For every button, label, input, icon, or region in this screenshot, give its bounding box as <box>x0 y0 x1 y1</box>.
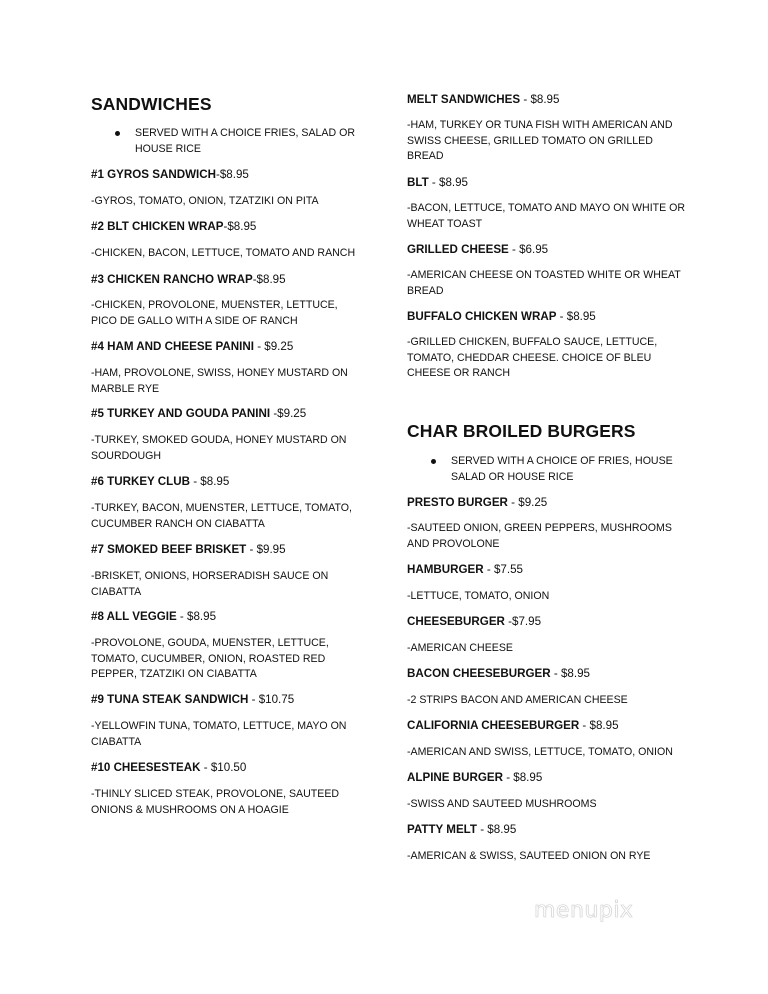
section-note-burgers: SERVED WITH A CHOICE OF FRIES, HOUSE SALAD OR HOUSE RICE <box>451 454 681 485</box>
menu-item-title: PATTY MELT - $8.95 <box>407 823 517 836</box>
menu-item-description: -CHICKEN, BACON, LETTUCE, TOMATO AND RANCH <box>91 247 356 259</box>
menu-item-description: -GYROS, TOMATO, ONION, TZATZIKI ON PITA <box>91 195 319 207</box>
menu-item-title: BLT - $8.95 <box>407 176 469 189</box>
menu-item-title: GRILLED CHEESE - $6.95 <box>407 243 549 256</box>
menu-item-description: -AMERICAN CHEESE <box>407 642 513 654</box>
menu-item-title: CHEESEBURGER -$7.95 <box>407 615 542 628</box>
menu-item-title: BACON CHEESEBURGER - $8.95 <box>407 667 590 680</box>
menu-item-description: -AMERICAN AND SWISS, LETTUCE, TOMATO, ONION <box>407 746 673 758</box>
menu-item-description: -YELLOWFIN TUNA, TOMATO, LETTUCE, MAYO ON CIABATTA <box>91 720 347 748</box>
menu-item-title: #3 CHICKEN RANCHO WRAP-$8.95 <box>91 273 286 286</box>
menu-item-title: ALPINE BURGER - $8.95 <box>407 771 543 784</box>
menu-item-description: -SWISS AND SAUTEED MUSHROOMS <box>407 798 597 810</box>
menu-item-title: CALIFORNIA CHEESEBURGER - $8.95 <box>407 719 619 732</box>
menu-item-description: -BACON, LETTUCE, TOMATO AND MAYO ON WHITE OR WHEAT TOAST <box>407 202 686 230</box>
menu-item-description: -CHICKEN, PROVOLONE, MUENSTER, LETTUCE, PICO DE GALLO WITH A SIDE OF RANCH <box>91 299 338 327</box>
menupix-watermark: menupix <box>534 898 634 923</box>
menu-item-description: -TURKEY, BACON, MUENSTER, LETTUCE, TOMATO, CUCUMBER RANCH ON CIABATTA <box>91 502 352 530</box>
menu-item-description: -HAM, PROVOLONE, SWISS, HONEY MUSTARD ON MARBLE RYE <box>91 367 348 395</box>
menu-item-title: PRESTO BURGER - $9.25 <box>407 496 548 509</box>
menu-item-description: -PROVOLONE, GOUDA, MUENSTER, LETTUCE, TOMATO, CUCUMBER, ONION, ROASTED RED PEPPER, TZATZIKI ON CIABATTA <box>91 637 329 680</box>
menu-item-description: -SAUTEED ONION, GREEN PEPPERS, MUSHROOMS AND PROVOLONE <box>407 522 672 550</box>
menu-item-title: #2 BLT CHICKEN WRAP-$8.95 <box>91 220 257 233</box>
menu-item-description: -TURKEY, SMOKED GOUDA, HONEY MUSTARD ON SOURDOUGH <box>91 434 347 462</box>
menu-item-title: MELT SANDWICHES - $8.95 <box>407 93 560 106</box>
menu-item-title: #1 GYROS SANDWICH-$8.95 <box>91 168 249 181</box>
menu-item-title: #9 TUNA STEAK SANDWICH - $10.75 <box>91 693 295 706</box>
menu-item-title: #4 HAM AND CHEESE PANINI - $9.25 <box>91 340 294 353</box>
menu-item-description: -GRILLED CHICKEN, BUFFALO SAUCE, LETTUCE, TOMATO, CHEDDAR CHEESE. CHOICE OF BLEU CHEESE OR RANCH <box>407 336 658 379</box>
section-title-sandwiches: SANDWICHES <box>91 94 212 114</box>
menu-item-title: #6 TURKEY CLUB - $8.95 <box>91 475 230 488</box>
menu-item-title: #10 CHEESESTEAK - $10.50 <box>91 761 247 774</box>
section-title-burgers: CHAR BROILED BURGERS <box>407 421 636 441</box>
menu-item-description: -BRISKET, ONIONS, HORSERADISH SAUCE ON CIABATTA <box>91 570 329 598</box>
section-note-sandwiches: SERVED WITH A CHOICE FRIES, SALAD OR HOUSE RICE <box>135 126 365 157</box>
menu-item-description: -THINLY SLICED STEAK, PROVOLONE, SAUTEED ONIONS & MUSHROOMS ON A HOAGIE <box>91 788 340 816</box>
menu-item-title: #7 SMOKED BEEF BRISKET - $9.95 <box>91 543 286 556</box>
menu-item-description: -AMERICAN & SWISS, SAUTEED ONION ON RYE <box>407 850 651 862</box>
menu-item-description: -2 STRIPS BACON AND AMERICAN CHEESE <box>407 694 628 706</box>
menu-item-title: HAMBURGER - $7.55 <box>407 563 523 576</box>
menu-item-title: #8 ALL VEGGIE - $8.95 <box>91 610 217 623</box>
menu-item-title: BUFFALO CHICKEN WRAP - $8.95 <box>407 310 596 323</box>
menu-item-description: -AMERICAN CHEESE ON TOASTED WHITE OR WHEAT BREAD <box>407 269 681 297</box>
menu-item-description: -LETTUCE, TOMATO, ONION <box>407 590 550 602</box>
menu-item-title: #5 TURKEY AND GOUDA PANINI -$9.25 <box>91 407 307 420</box>
menu-item-description: -HAM, TURKEY OR TUNA FISH WITH AMERICAN AND SWISS CHEESE, GRILLED TOMATO ON GRILLED BREAD <box>407 119 673 162</box>
